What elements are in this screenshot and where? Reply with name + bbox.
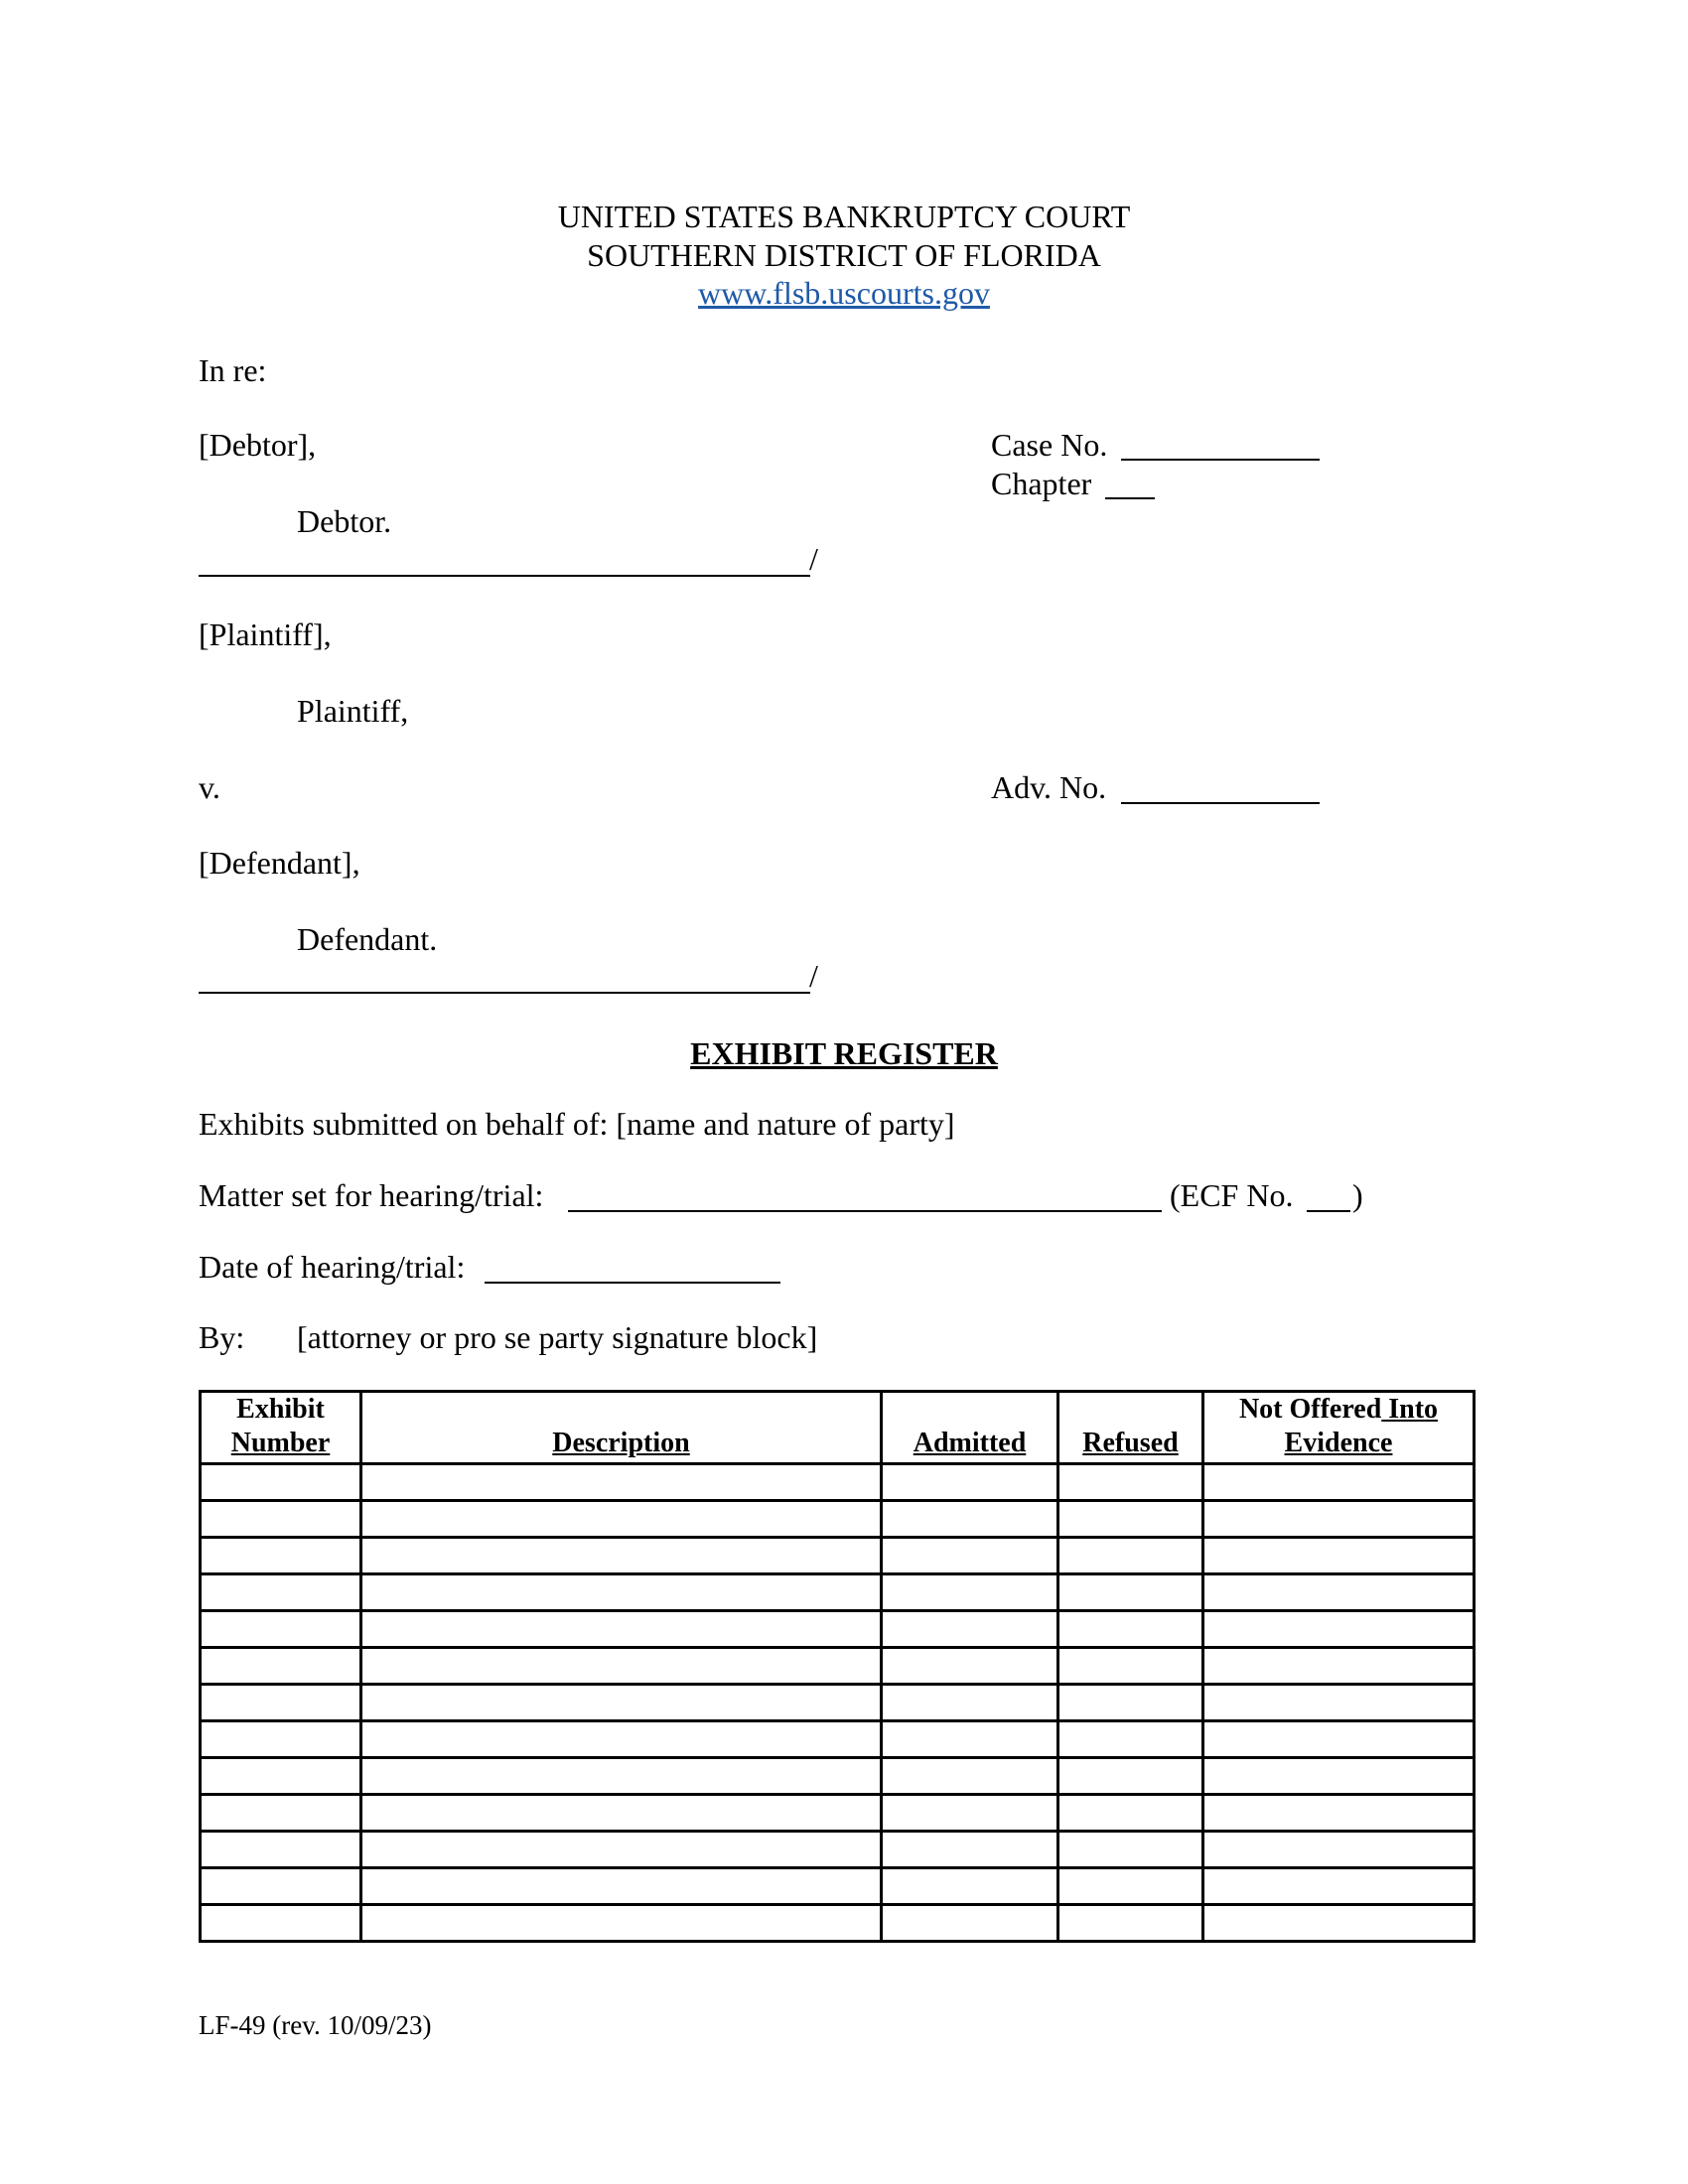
exhibit-number-cell[interactable]: [201, 1758, 361, 1795]
refused-cell[interactable]: [1058, 1795, 1203, 1832]
in-re-label: In re:: [199, 352, 267, 388]
exhibit-number-cell[interactable]: [201, 1868, 361, 1905]
not-offered-cell[interactable]: [1203, 1611, 1475, 1648]
court-website-link[interactable]: [0, 275, 1688, 311]
not-offered-cell[interactable]: [1203, 1464, 1475, 1501]
defendant-caption-divider: [199, 992, 810, 994]
exhibit-register-title-text: EXHIBIT REGISTER: [690, 1035, 998, 1071]
table-row: [201, 1758, 1475, 1795]
refused-cell[interactable]: [1058, 1464, 1203, 1501]
submitted-on-behalf-line: Exhibits submitted on behalf of: [name and nature of party]: [199, 1106, 955, 1142]
table-row: [201, 1832, 1475, 1868]
description-cell[interactable]: [361, 1538, 882, 1574]
exhibit-number-cell[interactable]: [201, 1538, 361, 1574]
adv-no-blank[interactable]: [1121, 802, 1320, 804]
ecf-no-label: (ECF No.: [1170, 1177, 1294, 1213]
admitted-cell[interactable]: [882, 1611, 1058, 1648]
admitted-cell[interactable]: [882, 1464, 1058, 1501]
not-offered-cell[interactable]: [1203, 1832, 1475, 1868]
table-row: [201, 1648, 1475, 1685]
refused-cell[interactable]: [1058, 1538, 1203, 1574]
header-refused: [1058, 1392, 1203, 1464]
admitted-cell[interactable]: [882, 1721, 1058, 1758]
description-cell[interactable]: [361, 1758, 882, 1795]
exhibit-number-cell[interactable]: [201, 1905, 361, 1942]
not-offered-cell[interactable]: [1203, 1648, 1475, 1685]
description-cell[interactable]: [361, 1501, 882, 1538]
table-row: [201, 1721, 1475, 1758]
refused-cell[interactable]: [1058, 1611, 1203, 1648]
chapter-label: Chapter: [991, 466, 1092, 501]
description-cell[interactable]: [361, 1795, 882, 1832]
not-offered-cell[interactable]: [1203, 1501, 1475, 1538]
table-row: [201, 1574, 1475, 1611]
versus-label: v.: [199, 769, 220, 805]
ecf-no-blank[interactable]: [1307, 1210, 1350, 1212]
exhibit-number-cell[interactable]: [201, 1832, 361, 1868]
table-row: [201, 1464, 1475, 1501]
table-body: [201, 1464, 1475, 1942]
description-cell[interactable]: [361, 1685, 882, 1721]
table-row: [201, 1868, 1475, 1905]
header-admitted: [882, 1392, 1058, 1464]
admitted-cell[interactable]: [882, 1648, 1058, 1685]
header-not-offered-line2: Evidence: [1284, 1428, 1393, 1458]
table-row: [201, 1795, 1475, 1832]
header-admitted-label: Admitted: [913, 1428, 1027, 1458]
debtor-name: [Debtor],: [199, 427, 317, 463]
matter-label: Matter set for hearing/trial:: [199, 1177, 544, 1213]
admitted-cell[interactable]: [882, 1832, 1058, 1868]
admitted-cell[interactable]: [882, 1501, 1058, 1538]
header-refused-label: Refused: [1082, 1428, 1179, 1458]
defendant-role: Defendant.: [297, 921, 438, 957]
refused-cell[interactable]: [1058, 1905, 1203, 1942]
admitted-cell[interactable]: [882, 1905, 1058, 1942]
not-offered-cell[interactable]: [1203, 1721, 1475, 1758]
exhibit-number-cell[interactable]: [201, 1721, 361, 1758]
refused-cell[interactable]: [1058, 1758, 1203, 1795]
admitted-cell[interactable]: [882, 1685, 1058, 1721]
case-no-blank[interactable]: [1121, 459, 1320, 461]
admitted-cell[interactable]: [882, 1574, 1058, 1611]
description-cell[interactable]: [361, 1611, 882, 1648]
not-offered-cell[interactable]: [1203, 1795, 1475, 1832]
exhibit-number-cell[interactable]: [201, 1611, 361, 1648]
refused-cell[interactable]: [1058, 1868, 1203, 1905]
court-name: UNITED STATES BANKRUPTCY COURT: [557, 199, 1131, 234]
header-exhibit-line2: Number: [230, 1428, 331, 1458]
admitted-cell[interactable]: [882, 1758, 1058, 1795]
refused-cell[interactable]: [1058, 1685, 1203, 1721]
plaintiff-name: [Plaintiff],: [199, 616, 332, 652]
exhibit-register-title: [0, 1035, 1688, 1071]
exhibit-number-cell[interactable]: [201, 1574, 361, 1611]
refused-cell[interactable]: [1058, 1832, 1203, 1868]
form-id: LF-49 (rev. 10/09/23): [199, 2010, 432, 2040]
by-label: By:: [199, 1319, 245, 1355]
ecf-close-paren: ): [1352, 1177, 1363, 1213]
debtor-role: Debtor.: [297, 503, 392, 539]
refused-cell[interactable]: [1058, 1721, 1203, 1758]
debtor-caption-slash: /: [809, 541, 818, 577]
header-description: [361, 1392, 882, 1464]
not-offered-cell[interactable]: [1203, 1538, 1475, 1574]
case-no-label: Case No.: [991, 427, 1108, 463]
matter-blank[interactable]: [568, 1210, 1162, 1212]
not-offered-cell[interactable]: [1203, 1758, 1475, 1795]
admitted-cell[interactable]: [882, 1795, 1058, 1832]
refused-cell[interactable]: [1058, 1648, 1203, 1685]
table-row: [201, 1501, 1475, 1538]
signature-block-placeholder: [attorney or pro se party signature block]: [297, 1319, 818, 1355]
admitted-cell[interactable]: [882, 1538, 1058, 1574]
refused-cell[interactable]: [1058, 1574, 1203, 1611]
exhibit-number-cell[interactable]: [201, 1501, 361, 1538]
adv-no-label: Adv. No.: [991, 769, 1107, 805]
date-blank[interactable]: [485, 1282, 780, 1284]
not-offered-cell[interactable]: [1203, 1868, 1475, 1905]
defendant-name: [Defendant],: [199, 845, 360, 881]
exhibit-number-cell[interactable]: [201, 1795, 361, 1832]
description-cell[interactable]: [361, 1905, 882, 1942]
not-offered-cell[interactable]: [1203, 1685, 1475, 1721]
header-not-offered: [1203, 1392, 1475, 1464]
exhibit-number-cell[interactable]: [201, 1464, 361, 1501]
description-cell[interactable]: [361, 1648, 882, 1685]
date-label: Date of hearing/trial:: [199, 1249, 466, 1285]
not-offered-cell[interactable]: [1203, 1905, 1475, 1942]
header-not-offered-line1: Not Offered: [1238, 1394, 1382, 1425]
header-exhibit-number: [201, 1392, 361, 1464]
description-cell[interactable]: [361, 1721, 882, 1758]
description-cell[interactable]: [361, 1464, 882, 1501]
exhibit-register-table: [199, 1390, 1476, 1943]
debtor-caption-divider: [199, 575, 810, 577]
description-cell[interactable]: [361, 1868, 882, 1905]
plaintiff-role: Plaintiff,: [297, 693, 409, 729]
header-description-label: Description: [552, 1428, 690, 1458]
not-offered-cell[interactable]: [1203, 1574, 1475, 1611]
table-row: [201, 1905, 1475, 1942]
table-row: [201, 1538, 1475, 1574]
defendant-caption-slash: /: [809, 958, 818, 994]
refused-cell[interactable]: [1058, 1501, 1203, 1538]
district-name: SOUTHERN DISTRICT OF FLORIDA: [587, 237, 1101, 273]
header-not-offered-into: Into: [1381, 1394, 1439, 1425]
table-header-row: [201, 1392, 1475, 1464]
website-text[interactable]: www.flsb.uscourts.gov: [698, 275, 990, 311]
description-cell[interactable]: [361, 1832, 882, 1868]
header-exhibit-line1: Exhibit: [236, 1394, 325, 1425]
exhibit-number-cell[interactable]: [201, 1648, 361, 1685]
table-row: [201, 1685, 1475, 1721]
chapter-blank[interactable]: [1105, 497, 1155, 499]
table-row: [201, 1611, 1475, 1648]
admitted-cell[interactable]: [882, 1868, 1058, 1905]
description-cell[interactable]: [361, 1574, 882, 1611]
exhibit-number-cell[interactable]: [201, 1685, 361, 1721]
